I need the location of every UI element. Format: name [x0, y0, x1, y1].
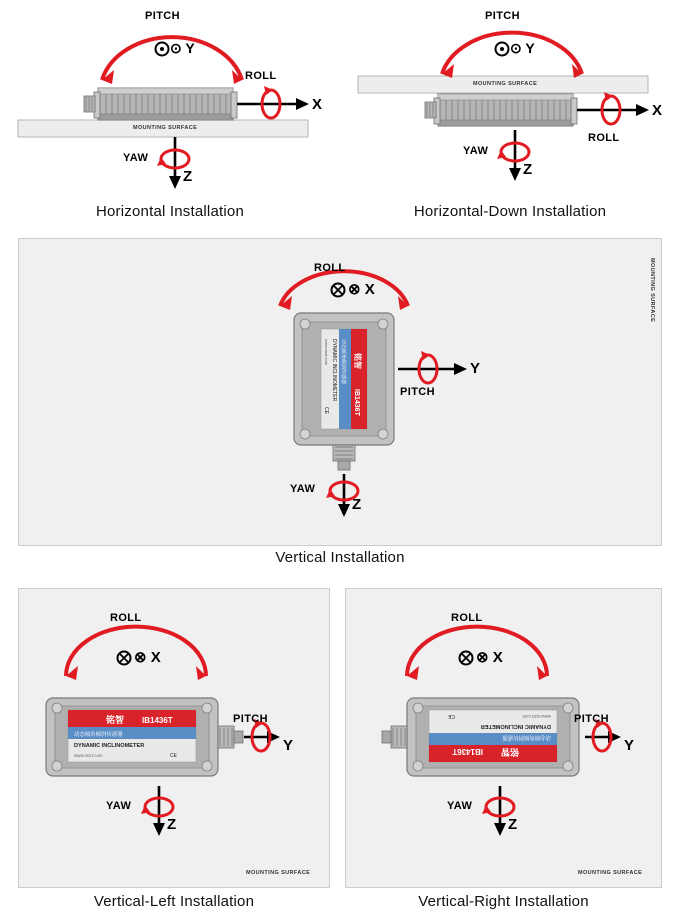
- mounting-surface-label: MOUNTING SURFACE: [133, 125, 198, 131]
- label-roll: ROLL: [314, 262, 346, 274]
- label-yaw: YAW: [463, 145, 489, 157]
- label-pitch: PITCH: [233, 713, 268, 725]
- z-axis-arrow: [494, 786, 506, 836]
- svg-text:动态倾角倾斜传感器: 动态倾角倾斜传感器: [502, 734, 551, 740]
- label-axis-y: Y: [470, 360, 481, 377]
- vertical-illustration-wrap: [18, 238, 662, 546]
- pitch-rotation-arrow: [419, 351, 437, 383]
- label-pitch: PITCH: [400, 386, 435, 398]
- roll-rotation-arrow: [602, 92, 620, 124]
- vertical-right-illustration-wrap: [345, 588, 662, 888]
- horizontal-down-illustration: [350, 0, 670, 200]
- svg-text:www.mzrt.com: www.mzrt.com: [74, 753, 103, 758]
- z-axis-arrow: [169, 137, 181, 189]
- label-roll: ROLL: [451, 612, 483, 624]
- label-yaw: YAW: [106, 800, 132, 812]
- device-side-view: [425, 94, 577, 126]
- label-pitch: PITCH: [485, 10, 520, 22]
- yaw-rotation-arrow: [497, 143, 529, 161]
- yaw-rotation-arrow: [141, 798, 173, 816]
- label-axis-x: X: [312, 96, 323, 113]
- panel-horizontal: [10, 0, 330, 200]
- svg-text:铭智: 铭智: [353, 353, 362, 369]
- panel-horizontal-down: [350, 0, 670, 200]
- label-pitch: PITCH: [145, 10, 180, 22]
- svg-text:CE: CE: [170, 753, 177, 759]
- caption-vertical: Vertical Installation: [275, 549, 405, 566]
- yaw-rotation-arrow: [157, 150, 189, 168]
- svg-text:IB1436T: IB1436T: [353, 389, 360, 416]
- vertical-right-illustration: [345, 588, 662, 888]
- roll-rotation-arrow: [262, 86, 280, 118]
- label-axis-z: Z: [183, 168, 193, 185]
- svg-text:IB1436T: IB1436T: [142, 716, 173, 725]
- label-yaw: YAW: [123, 152, 149, 164]
- svg-text:铭智: 铭智: [500, 747, 519, 757]
- label-axis-x: X: [652, 102, 663, 119]
- horizontal-illustration: [10, 0, 330, 200]
- mounting-surface-label: MOUNTING SURFACE: [649, 258, 655, 323]
- svg-text:www.mzrt.com: www.mzrt.com: [324, 339, 329, 365]
- x-axis-arrow: [237, 98, 309, 110]
- svg-text:IB1436T: IB1436T: [452, 747, 483, 756]
- label-yaw: YAW: [290, 483, 316, 495]
- x-axis-symbol: [460, 652, 473, 665]
- svg-text:动态倾角倾斜传感器: 动态倾角倾斜传感器: [340, 339, 346, 385]
- svg-text:www.mzrt.com: www.mzrt.com: [522, 714, 551, 719]
- device-front-view: [46, 698, 243, 776]
- label-axis-y: ⊙ Y: [170, 40, 195, 56]
- caption-horizontal: Horizontal Installation: [95, 203, 244, 220]
- label-roll: ROLL: [110, 612, 142, 624]
- mounting-surface-label: MOUNTING SURFACE: [578, 870, 643, 876]
- z-axis-arrow: [509, 130, 521, 181]
- mounting-surface-label: MOUNTING SURFACE: [246, 870, 311, 876]
- caption-vertical-right: Vertical-Right Installation: [418, 893, 589, 910]
- yaw-rotation-arrow: [482, 798, 514, 816]
- label-axis-z: Z: [523, 161, 533, 178]
- label-axis-z: Z: [167, 816, 177, 833]
- label-axis-z: Z: [352, 496, 362, 513]
- mounting-surface-label: MOUNTING SURFACE: [473, 81, 538, 87]
- device-front-view: [382, 698, 579, 776]
- svg-text:CE: CE: [448, 713, 455, 719]
- y-axis-arrow: [398, 363, 467, 375]
- label-axis-x: ⊗ X: [476, 649, 503, 666]
- label-axis-y: Y: [283, 737, 294, 754]
- label-axis-x: ⊗ X: [348, 281, 375, 298]
- caption-vertical-left: Vertical-Left Installation: [93, 893, 255, 910]
- x-axis-arrow: [577, 104, 649, 116]
- svg-text:DYNAMIC INCLINOMETER: DYNAMIC INCLINOMETER: [480, 723, 551, 729]
- label-yaw: YAW: [447, 800, 473, 812]
- device-front-view: [294, 313, 394, 470]
- svg-text:铭智: 铭智: [106, 715, 125, 725]
- label-roll: ROLL: [588, 132, 620, 144]
- caption-horizontal-down: Horizontal-Down Installation: [413, 203, 607, 220]
- label-axis-y: ⊙ Y: [510, 40, 535, 56]
- z-axis-arrow: [338, 474, 350, 517]
- x-axis-symbol: [332, 284, 345, 297]
- svg-text:DYNAMIC INCLINOMETER: DYNAMIC INCLINOMETER: [331, 339, 337, 402]
- svg-text:动态倾角倾斜传感器: 动态倾角倾斜传感器: [74, 732, 123, 738]
- device-side-view: [84, 88, 237, 120]
- y-axis-arrow: [244, 731, 280, 743]
- label-axis-y: Y: [624, 737, 635, 754]
- z-axis-arrow: [153, 786, 165, 836]
- vertical-illustration: [18, 238, 662, 546]
- y-axis-arrow: [585, 731, 621, 743]
- label-axis-z: Z: [508, 816, 518, 833]
- label-pitch: PITCH: [574, 713, 609, 725]
- label-axis-x: ⊗ X: [134, 649, 161, 666]
- x-axis-symbol: [118, 652, 131, 665]
- vertical-left-illustration-wrap: [18, 588, 330, 888]
- svg-text:DYNAMIC INCLINOMETER: DYNAMIC INCLINOMETER: [74, 743, 145, 749]
- label-roll: ROLL: [245, 70, 277, 82]
- svg-text:CE: CE: [323, 407, 329, 414]
